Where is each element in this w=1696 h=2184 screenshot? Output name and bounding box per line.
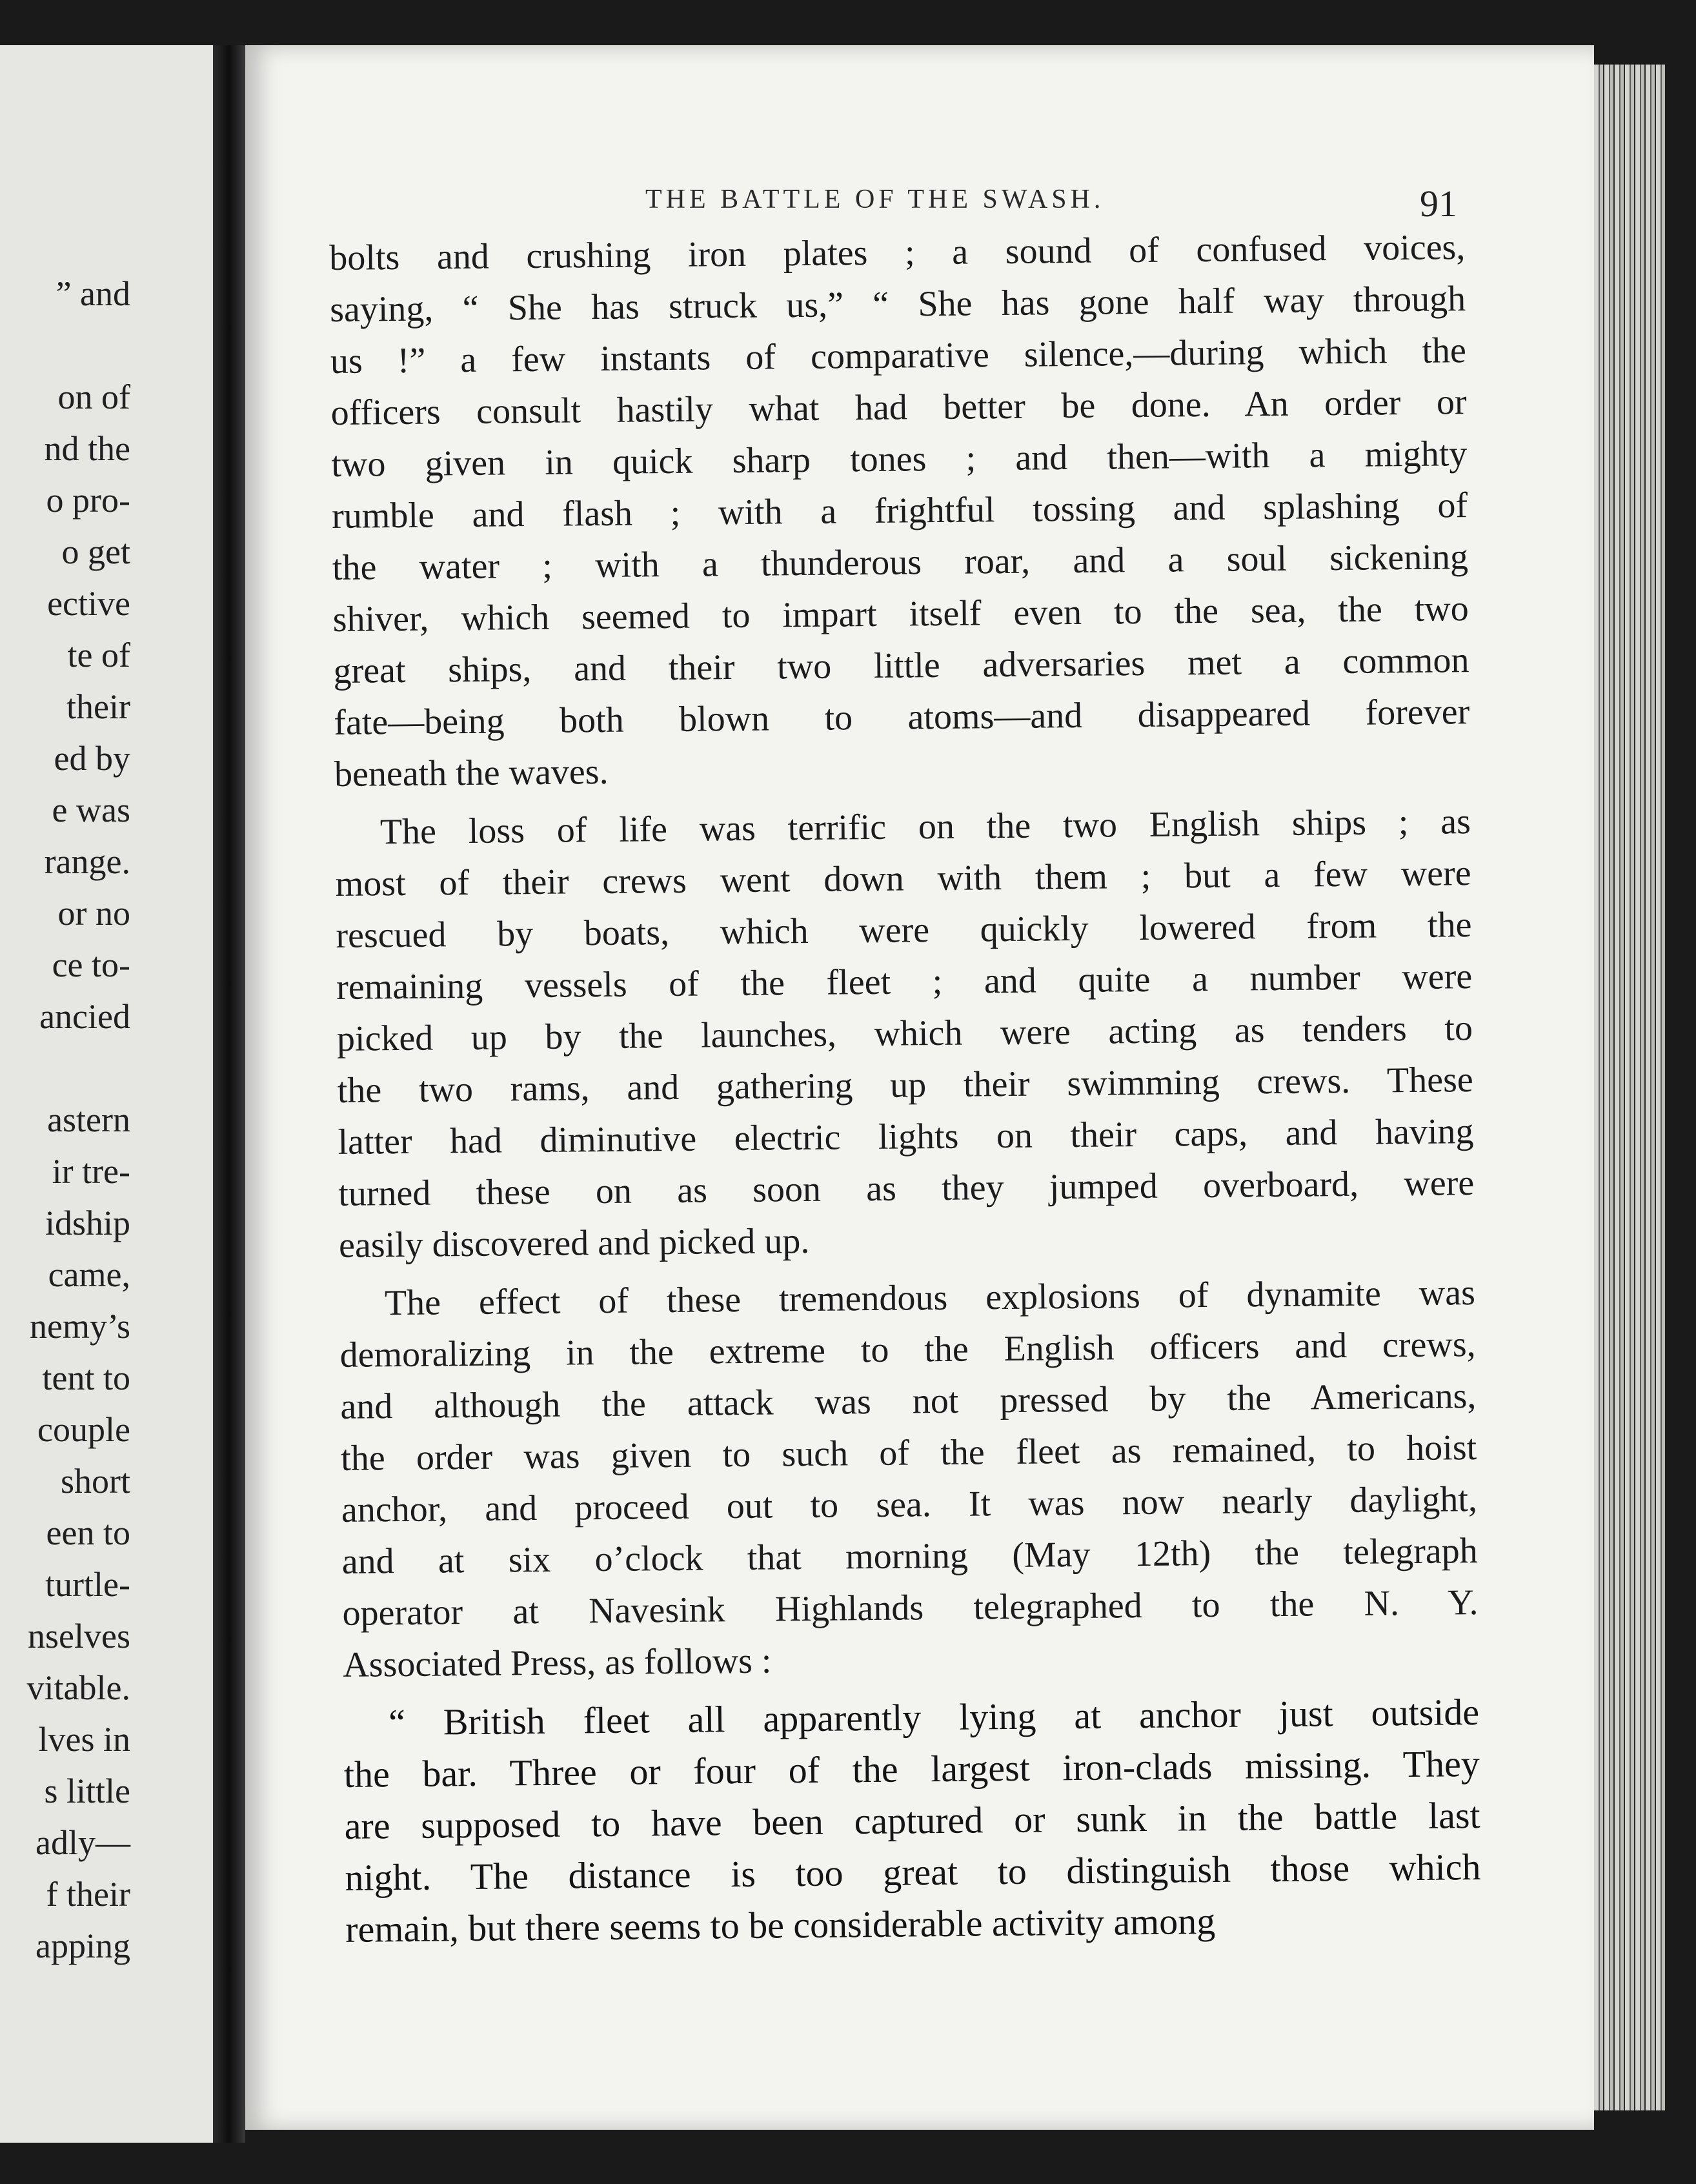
text-line: picked up by the launches, which were acting as tenders to [336,1008,1473,1059]
text-line: The loss of life was terrific on the two English ships ; as [379,802,1471,853]
facing-page-line: s little [44,1772,130,1810]
facing-page-line: te of [67,636,130,674]
facing-page-line: their [66,687,130,726]
page-number: 91 [1420,183,1457,225]
facing-page-line: tent to [42,1359,130,1397]
facing-page-line: short [61,1462,130,1501]
text-line: and although the attack was not pressed by the Americans, [340,1376,1477,1427]
text-line: fate—being both blown to atoms—and disappeared forever [333,692,1470,743]
facing-page-line [0,319,130,371]
body-text [329,221,1482,1962]
facing-page-line: ancied [39,997,130,1036]
facing-page-line: ir tre- [52,1152,130,1191]
facing-page-line: e was [52,791,130,829]
facing-page-line: turtle- [45,1565,130,1604]
quoted-dispatch [343,1686,1482,1956]
facing-page-line: on of [57,378,130,416]
text-line: latter had diminutive electric lights on their caps, and having [338,1111,1474,1162]
text-line: bolts and crushing iron plates ; a sound of confused voices, [329,227,1466,278]
text-line: the water ; with a thunderous roar, and a soul sickening [332,537,1469,588]
text-line: remain, but there seems to be considerable activity among [345,1899,1216,1950]
paragraph [339,1267,1479,1691]
facing-page-line: ce to- [52,945,130,984]
facing-page-line: idship [45,1204,130,1242]
facing-page-line: o get [61,532,130,571]
facing-page-line: lves in [38,1720,130,1759]
text-line: the order was given to such of the fleet as remained, to hoist [340,1428,1477,1479]
book-gutter [213,45,245,2143]
text-line: the bar. Three or four of the largest iron-clads missing. They [343,1742,1480,1795]
facing-page-line: nemy’s [30,1307,130,1346]
facing-page-line: ective [47,584,130,623]
text-line: are supposed to have been captured or sunk in the battle last [344,1794,1480,1847]
text-line: most of their crews went down with them ; but a few were [335,853,1471,904]
text-line: rumble and flash ; with a frightful tossing and splashing of [331,485,1468,536]
text-line: shiver, which seemed to impart itself even to the sea, the two [332,589,1469,640]
text-line: anchor, and proceed out to sea. It was now nearly daylight, [341,1479,1478,1530]
facing-page-line: o pro- [46,481,130,520]
facing-page-line: adly— [35,1823,130,1862]
facing-page [0,45,213,2143]
text-line: two given in quick sharp tones ; and then—with a mighty [331,434,1468,485]
text-line: rescued by boats, which were quickly lowered from the [336,905,1472,956]
facing-page-line: apping [35,1926,130,1965]
facing-page-line: ed by [54,739,130,778]
text-line: great ships, and their two little adversaries met a common [333,640,1469,691]
facing-page-line: ” and [56,274,130,313]
text-line: remaining vessels of the fleet ; and quite a number were [336,956,1473,1007]
text-line: operator at Navesink Highlands telegraphed to the N. Y. [342,1582,1479,1633]
text-line: demoralizing in the extreme to the English officers and crews, [339,1324,1476,1375]
text-line: “ British fleet all apparently lying at anchor just outside [388,1691,1480,1744]
text-line: saying, “ She has struck us,” “ She has gone half way through [329,279,1466,330]
facing-page-line: nd the [44,429,130,468]
page-edges [1594,65,1665,2110]
text-line: The effect of these tremendous explosions of dynamite was [384,1273,1476,1324]
facing-page-line: couple [37,1410,130,1449]
text-line: the two rams, and gathering up their swimming crews. These [337,1060,1473,1111]
text-line: us !” a few instants of comparative silence,—during which the [330,330,1467,381]
facing-page-line: een to [46,1513,130,1552]
text-line: beneath the waves. [334,751,609,794]
facing-page-line: f their [46,1875,130,1914]
text-line: turned these on as soon as they jumped overboard, were [338,1163,1475,1214]
facing-page-text [0,268,130,1972]
facing-page-line: nselves [28,1617,130,1655]
facing-page-line: range. [44,842,130,881]
facing-page-line: vitable. [26,1668,130,1707]
paragraph [329,221,1470,800]
facing-page-line: or no [57,894,130,933]
text-line: officers consult hastily what had better be done. An order or [330,382,1467,433]
paragraph [335,796,1475,1271]
text-line: easily discovered and picked up. [338,1220,810,1266]
text-line: Associated Press, as follows : [343,1641,772,1685]
text-line: night. The distance is too great to distinguish those which [345,1845,1481,1899]
facing-page-line: astern [47,1100,130,1139]
running-head: THE BATTLE OF THE SWASH. [645,185,1105,214]
facing-page-line: came, [48,1255,130,1294]
facing-page-line [0,1042,130,1094]
text-line: and at six o’clock that morning (May 12th) the telegraph [341,1531,1478,1582]
